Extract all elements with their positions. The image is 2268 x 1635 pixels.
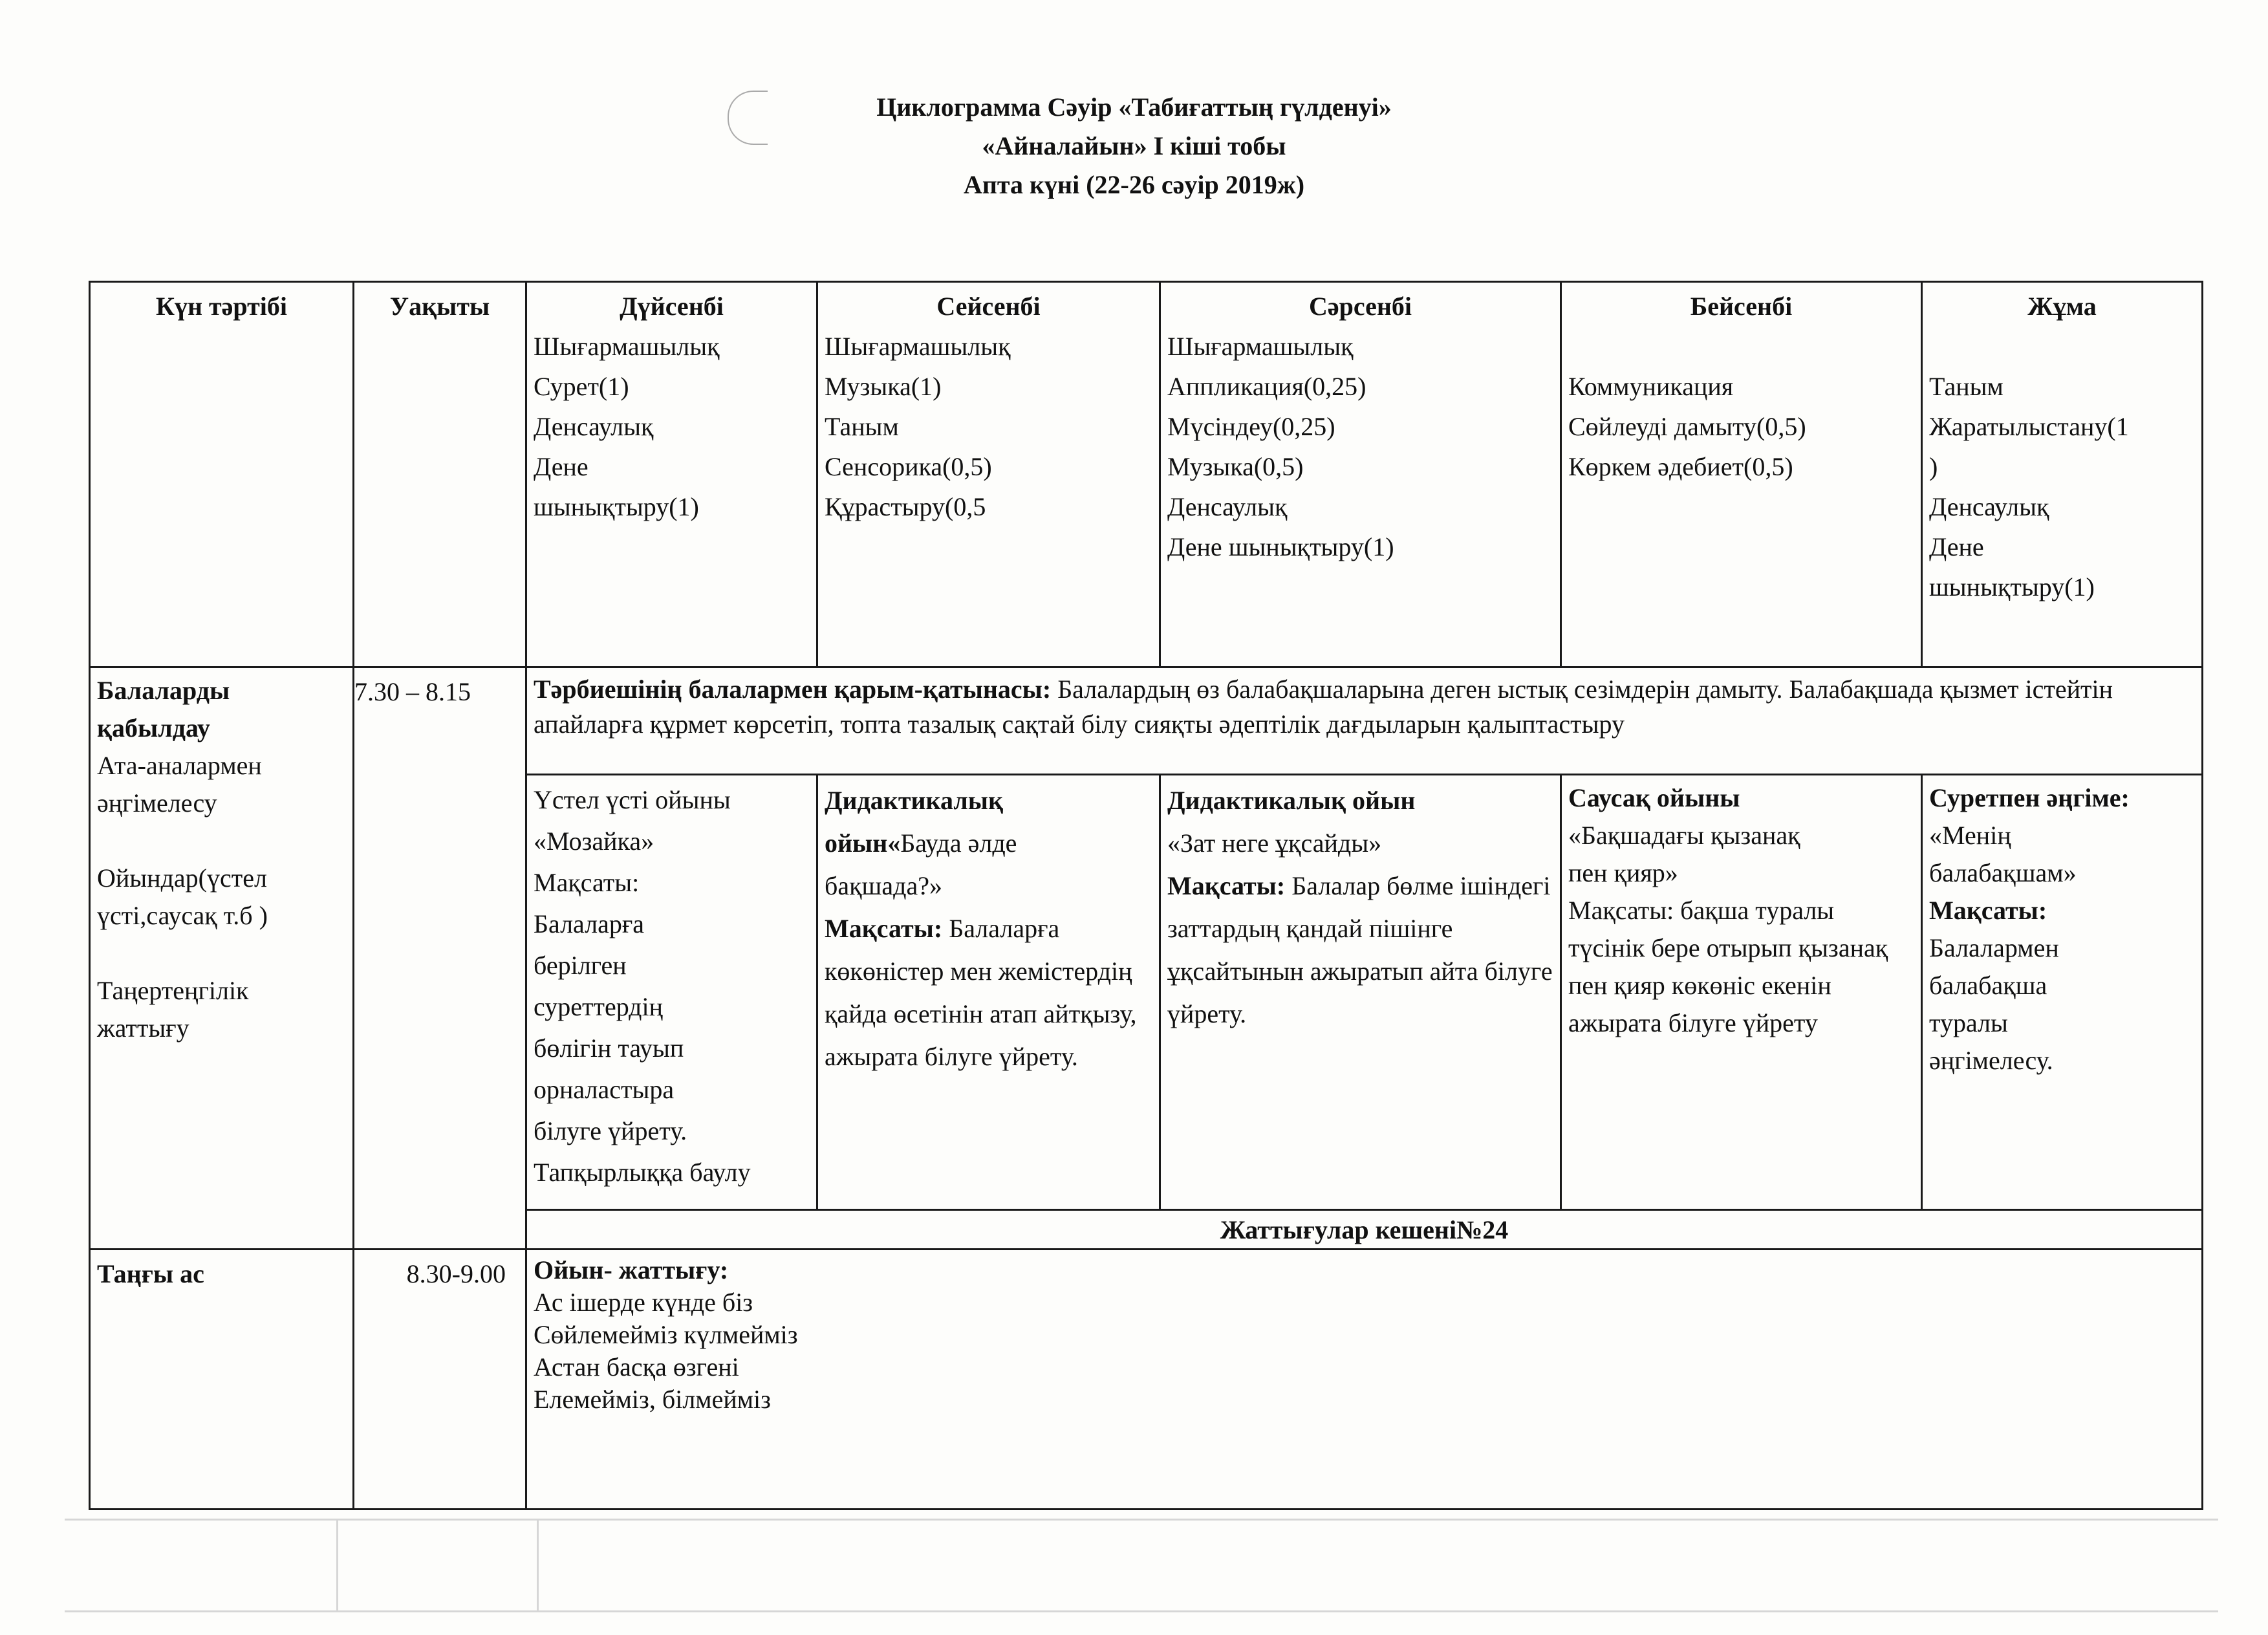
- wednesday-game-type: Дидактикалық ойын: [1167, 786, 1416, 815]
- group-title: «Айналайын» І кіші тобы: [982, 131, 1286, 160]
- column-monday: [527, 283, 816, 531]
- tuesday-reception-activity: [818, 775, 1159, 1082]
- tuesday-subjects: Шығармашылық Музыка(1) Таным Сенсорика(0,5) Құрастыру(0,5: [825, 332, 1011, 521]
- column-tuesday: [818, 283, 1159, 531]
- wednesday-goal: Балалар бөлме ішіндегі заттардың қандай пішінге ұқсайтынын ажыратып айта білуге үйрету.: [1167, 871, 1553, 1028]
- wednesday-subjects: Шығармашылық Аппликация(0,25) Мүсіндеу(0,25) Музыка(0,5) Денсаулық Дене шынықтыру(1): [1167, 332, 1394, 561]
- monday-reception-activity: Үстел үсті ойыны «Мозайка» Мақсаты: Балаларға берілген суреттердің бөлігін тауып орналастыра білуге үйрету. Тапқырлыққа баулу: [534, 785, 751, 1187]
- tuesday-game-type: Дидактикалық ойын«: [825, 786, 1004, 858]
- column-friday: [1923, 283, 2201, 611]
- tuesday-goal: Балаларға көкөністер мен жемістердің қайда өсетінін атап айтқызу, ажырата білуге үйрету.: [825, 914, 1137, 1071]
- column-header-monday: Дүйсенбі: [620, 292, 724, 321]
- wednesday-goal-label: Мақсаты:: [1167, 871, 1286, 900]
- wednesday-game-name: «Зат неге ұқсайды»: [1167, 828, 1382, 858]
- breakfast-game: [527, 1250, 1303, 1420]
- exercise-complex: Жаттығулар кешені№24: [1220, 1215, 1509, 1244]
- column-header-wednesday: Сәрсенбі: [1308, 292, 1412, 321]
- communication-label: Тәрбиешінің балалармен қарым-қатынасы:: [534, 675, 1052, 704]
- week-title: Апта күні (22-26 сәуір 2019ж): [963, 170, 1305, 199]
- communication-text: [527, 668, 2201, 746]
- breakfast-game-label: Ойын- жаттығу:: [534, 1255, 729, 1284]
- thursday-subjects: Коммуникация Сөйлеуді дамыту(0,5) Көркем әдебиет(0,5): [1568, 372, 1806, 481]
- communication-body: Балалардың өз балабақшаларына деген ыстық сезімдерін дамыту. Балабақшада қызмет істейтін апайларға құрмет көрсетіп, топта тазалық сақтай білу сияқты әдептілік дағдыларын қалыптастыру: [534, 675, 2113, 739]
- friday-goal-label: Мақсаты:: [1929, 896, 2047, 925]
- time-reception: 7.30 – 8.15: [354, 677, 471, 706]
- friday-game-name: «Менің балабақшам»: [1929, 821, 2077, 887]
- column-header-time: Уақыты: [389, 292, 490, 321]
- reception-title: Балаларды қабылдау: [97, 676, 230, 742]
- regime-reception: [91, 668, 352, 1051]
- friday-subjects: Таным Жаратылыстану(1 ) Денсаулық Дене шынықтыру(1): [1929, 372, 2129, 601]
- friday-goal: Балалармен балабақша туралы әңгімелесу.: [1929, 933, 2059, 1075]
- column-header-tuesday: Сейсенбі: [936, 292, 1041, 321]
- column-header-friday: Жұма: [2027, 292, 2097, 321]
- thursday-game-details: «Бақшадағы қызанақ пен қияр» Мақсаты: бақша туралы түсінік бере отырып қызанақ пен қияр көкөніс екенін ажырата білуге үйрету: [1568, 821, 1888, 1037]
- time-breakfast: 8.30-9.00: [406, 1259, 506, 1288]
- page-title: Циклограмма Сәуір «Табиғаттың гүлденуі»: [876, 92, 1392, 122]
- friday-reception-activity: [1923, 775, 2201, 1083]
- reception-details: Ата-аналармен әңгімелесу Ойындар(үстел үсті,саусақ т.б ) Таңертеңгілік жаттығу: [97, 751, 268, 1043]
- column-header-regime: Күн тәртібі: [155, 292, 288, 321]
- regime-breakfast: Таңғы ас: [97, 1259, 204, 1288]
- column-thursday: [1562, 283, 1921, 491]
- column-wednesday: [1161, 283, 1560, 571]
- tuesday-goal-label: Мақсаты:: [825, 914, 943, 943]
- thursday-reception-activity: [1562, 775, 1921, 1046]
- monday-subjects: Шығармашылық Сурет(1) Денсаулық Дене шынықтыру(1): [534, 332, 720, 521]
- wednesday-reception-activity: [1161, 775, 1560, 1039]
- column-header-thursday: Бейсенбі: [1690, 292, 1793, 321]
- breakfast-game-poem: Ас ішерде күнде біз Сөйлемейміз күлмейміз Астан басқа өзгені Елемейміз, білмейміз: [534, 1288, 798, 1414]
- tuesday-game-name: Бауда әлде бақшада?»: [825, 828, 1017, 900]
- thursday-game-type: Саусақ ойыны: [1568, 783, 1740, 812]
- friday-game-type: Суретпен әңгіме:: [1929, 783, 2130, 812]
